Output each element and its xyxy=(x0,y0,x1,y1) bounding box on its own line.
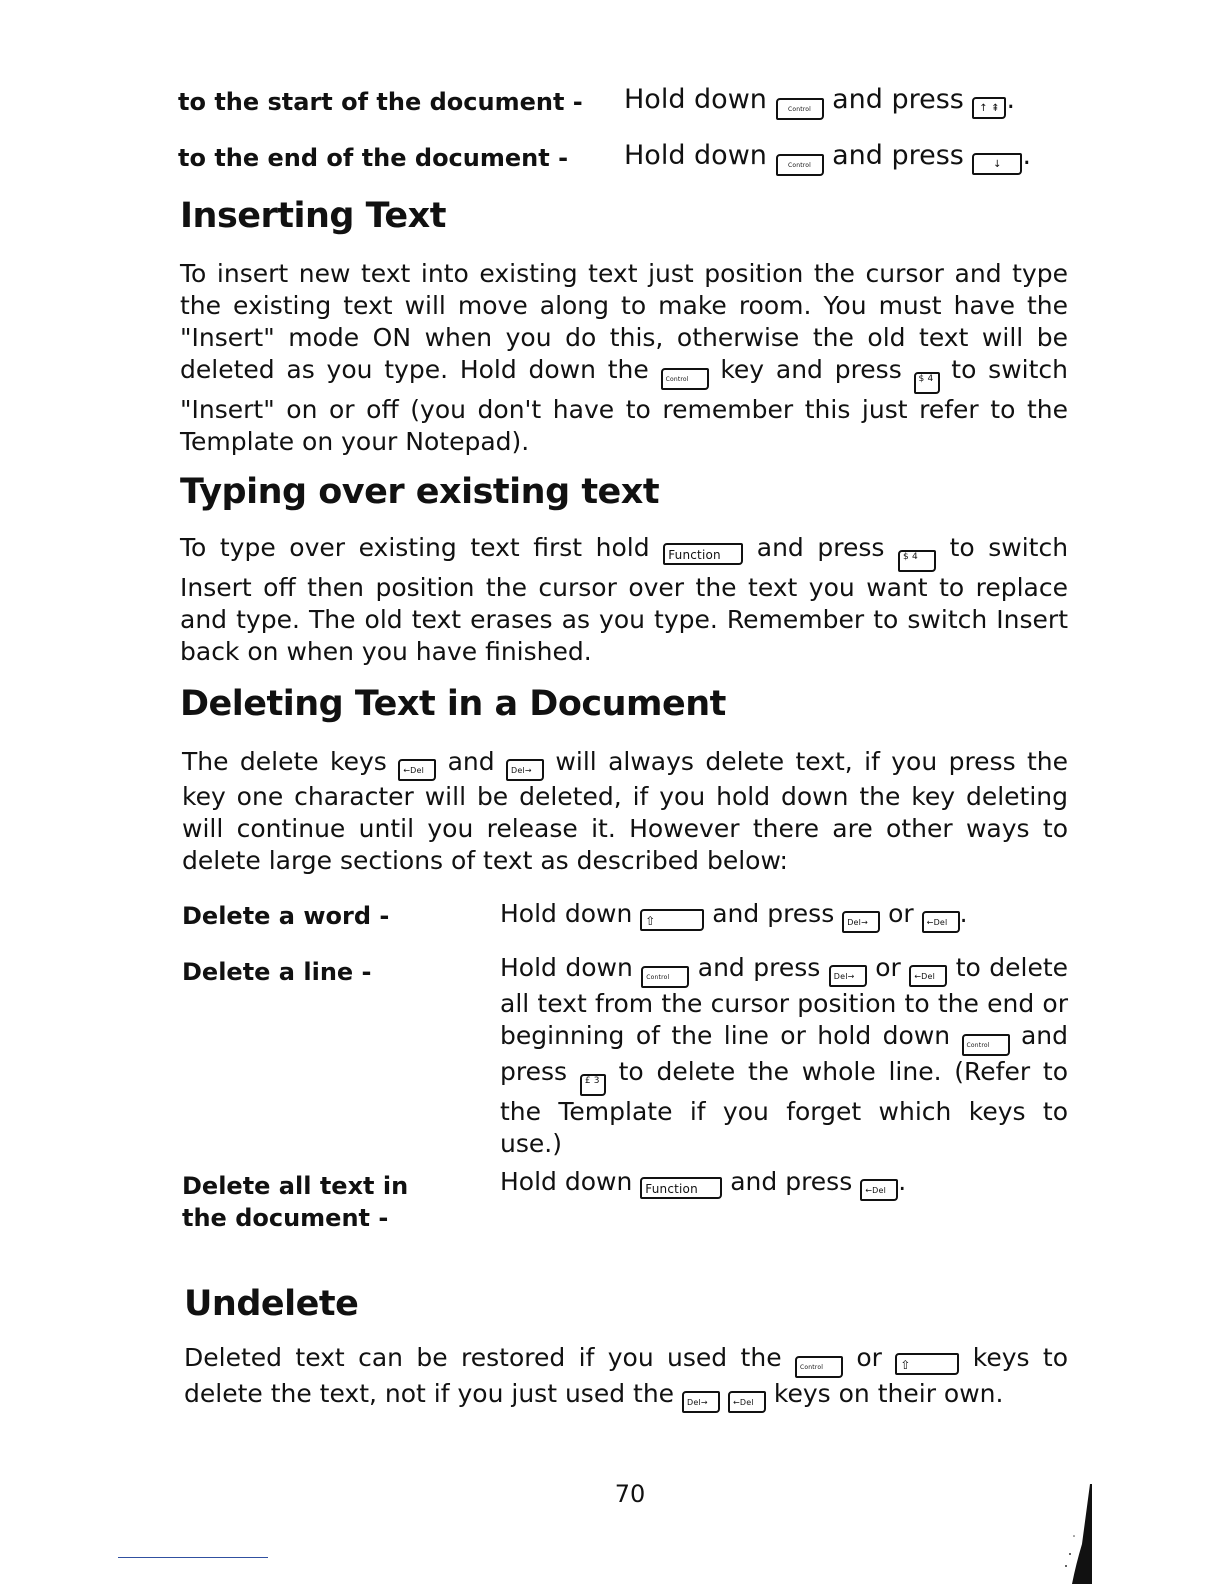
nav-end-instruction xyxy=(624,140,1031,176)
delete-line-text3: to delete the whole line. (Refer to the Template if you forget which keys to use.) xyxy=(500,1057,1069,1158)
or-text: or xyxy=(856,1343,882,1372)
control-key-icon: Control xyxy=(962,1034,1010,1056)
deleting-text-part3: will always delete text, if you press the key one character will be deleted, if you hold down the key deleting will continue until you release it. However there are other ways to delete large sections of text as described below: xyxy=(182,747,1069,875)
control-key-icon: Control xyxy=(795,1356,843,1378)
press-text: and press xyxy=(730,1167,853,1196)
insert-key-icon: $ 4 xyxy=(898,550,936,572)
typing-over-heading: Typing over existing text xyxy=(180,472,660,512)
nav-end-row xyxy=(178,140,1058,176)
delete-forward-key-icon: Del→ xyxy=(506,759,544,781)
period: . xyxy=(1022,140,1032,171)
function-key-icon: Function xyxy=(640,1177,722,1199)
inserting-text-heading: Inserting Text xyxy=(180,196,446,236)
shift-key-icon: ⇧ xyxy=(895,1353,959,1375)
period: . xyxy=(898,1167,907,1196)
insert-key-icon: $ 4 xyxy=(914,372,940,394)
inserting-text-paragraph xyxy=(180,258,1068,458)
delete-all-instruction xyxy=(500,1166,1068,1201)
delete-line-label: Delete a line - xyxy=(182,958,372,986)
backspace-key-icon: ←Del xyxy=(909,965,947,987)
inserting-text-part2: key and press xyxy=(720,355,902,384)
deleting-text-paragraph xyxy=(182,746,1068,877)
delete-line-text2: and press xyxy=(500,1021,1069,1086)
period: . xyxy=(1006,84,1016,115)
footer-rule xyxy=(118,1557,268,1558)
hold-text: Hold down xyxy=(624,84,767,115)
delete-line-text1: to delete all text from the cursor position to the end or beginning of the line or hold down xyxy=(500,953,1069,1050)
deleting-text-part1: The delete keys xyxy=(182,747,387,776)
typing-over-part1: To type over existing text first hold xyxy=(180,533,650,562)
or-text: or xyxy=(875,953,901,982)
hold-text: Hold down xyxy=(624,140,767,171)
press-text: and press xyxy=(697,953,821,982)
control-key-icon: Control xyxy=(776,98,824,120)
control-key-icon: Control xyxy=(661,368,709,390)
press-text: and press xyxy=(832,84,964,115)
scan-smudge-icon xyxy=(1062,1484,1092,1584)
deleting-text-heading: Deleting Text in a Document xyxy=(180,684,726,724)
undelete-part1: Deleted text can be restored if you used the xyxy=(184,1343,782,1372)
undelete-heading: Undelete xyxy=(184,1284,359,1324)
backspace-key-icon: ←Del xyxy=(728,1391,766,1413)
undelete-part3: keys on their own. xyxy=(773,1379,1004,1408)
hold-text: Hold down xyxy=(500,1167,633,1196)
shift-key-icon: ⇧ xyxy=(640,909,704,931)
period: . xyxy=(959,899,968,928)
backspace-key-icon: ←Del xyxy=(922,911,960,933)
home-key-icon: ↑ ⇞ xyxy=(972,97,1006,119)
delete-word-label: Delete a word - xyxy=(182,902,390,930)
delete-forward-key-icon: Del→ xyxy=(829,965,867,987)
backspace-key-icon: ←Del xyxy=(398,759,436,781)
control-key-icon: Control xyxy=(776,154,824,176)
delete-forward-key-icon: Del→ xyxy=(682,1391,720,1413)
nav-start-label: to the start of the document - xyxy=(178,88,583,116)
typing-over-part2: and press xyxy=(756,533,885,562)
control-key-icon: Control xyxy=(641,966,689,988)
nav-start-instruction xyxy=(624,84,1015,120)
nav-end-label: to the end of the document - xyxy=(178,144,569,172)
end-key-icon: ↓ xyxy=(972,153,1022,175)
typing-over-part3: to switch Insert off then position the cursor over the text you want to replace and type. The old text erases as you type. Remember to switch Insert back on when you have finished. xyxy=(180,533,1069,666)
or-text: or xyxy=(888,899,914,928)
hold-text: Hold down xyxy=(500,899,633,928)
delete-all-label: Delete all text in the document - xyxy=(182,1172,409,1232)
inserting-text-part1: To insert new text into existing text just position the cursor and type the existing text will move along to make room. You must have the "Insert" mode ON when you do this, otherwise the old text will be deleted as you type. Hold down the xyxy=(180,259,1068,384)
nav-start-row xyxy=(178,84,1058,120)
function-key-icon: Function xyxy=(663,543,743,565)
undelete-part2: keys to delete the text, not if you just used the xyxy=(184,1343,1068,1408)
press-text: and press xyxy=(712,899,835,928)
backspace-key-icon: ←Del xyxy=(860,1179,898,1201)
deleting-text-part2: and xyxy=(447,747,495,776)
typing-over-paragraph xyxy=(180,532,1068,668)
undelete-paragraph xyxy=(184,1342,1068,1413)
hold-text: Hold down xyxy=(500,953,633,982)
pound-3-key-icon: £ 3 xyxy=(580,1074,606,1096)
press-text: and press xyxy=(832,140,964,171)
delete-line-instruction xyxy=(500,952,1068,1160)
delete-word-instruction xyxy=(500,898,1068,933)
page-number: 70 xyxy=(614,1480,646,1508)
delete-forward-key-icon: Del→ xyxy=(842,911,880,933)
inserting-text-part3: to switch "Insert" on or off (you don't have to remember this just refer to the Template on your Notepad). xyxy=(180,355,1068,456)
